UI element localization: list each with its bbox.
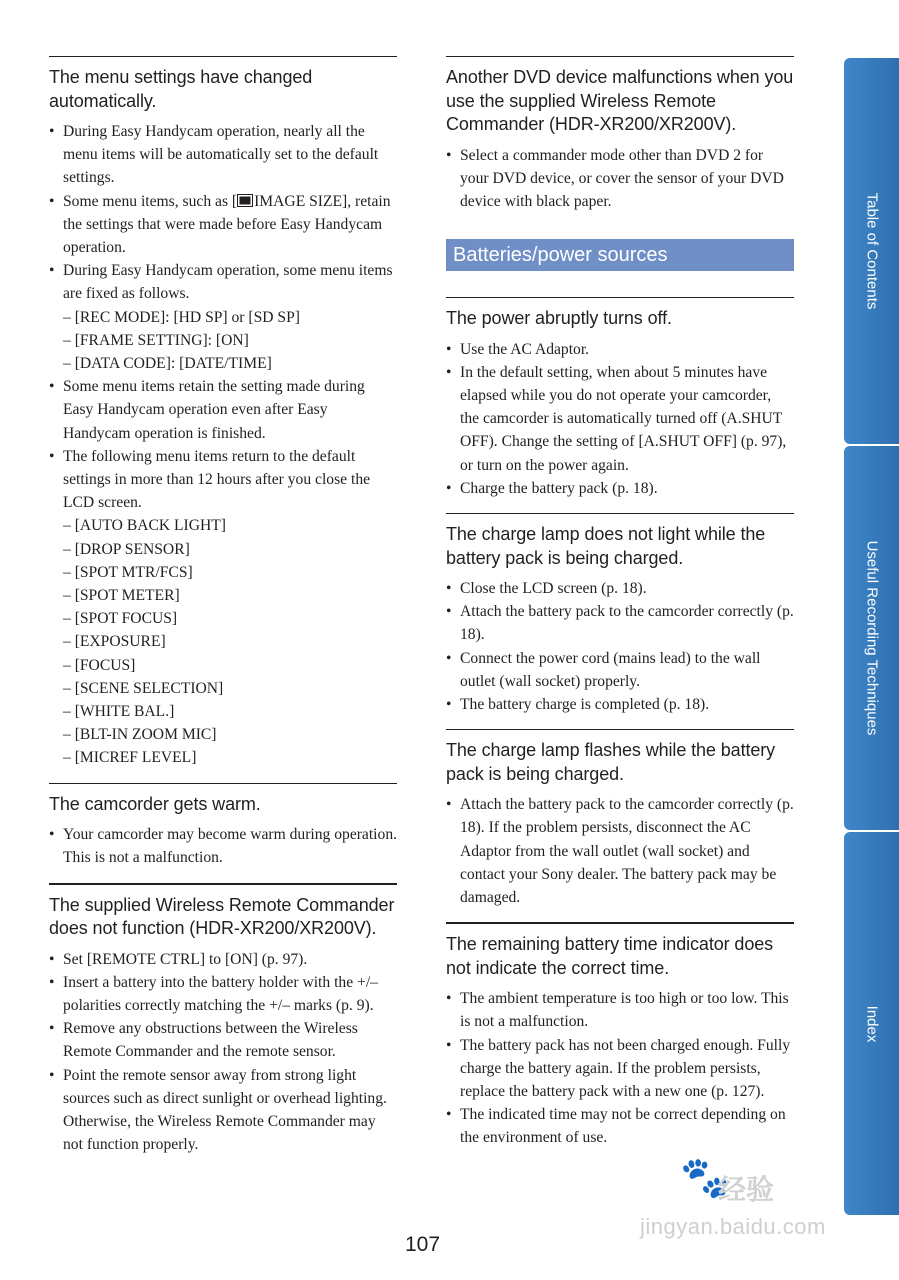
tab-useful-recording-techniques[interactable] <box>844 446 899 830</box>
list-item: • Charge the battery pack (p. 18). <box>446 477 794 500</box>
list-item: • The indicated time may not be correct depending on the environment of use. <box>446 1103 794 1149</box>
section-power-off <box>446 297 794 500</box>
section-heading: The supplied Wireless Remote Commander does not function (HDR-XR200/XR200V). <box>49 894 395 939</box>
right-column <box>446 56 794 1163</box>
list-item: • Set [REMOTE CTRL] to [ON] (p. 97). <box>49 948 397 971</box>
section-menu-settings <box>49 56 397 770</box>
item-list <box>49 823 397 869</box>
watermark <box>640 1148 840 1248</box>
watermark-brand: 经验 <box>718 1174 775 1205</box>
list-subitem: – [EXPOSURE] <box>63 633 166 651</box>
list-subitem: – [SPOT METER] <box>63 587 180 605</box>
item-text-before: Some menu items, such as [ <box>63 192 238 210</box>
list-item: • Attach the battery pack to the camcorder correctly (p. 18). <box>446 600 794 646</box>
tab-label: Table of Contents <box>863 192 880 310</box>
section-dvd-malfunction <box>446 56 794 213</box>
list-subitem: – [SPOT MTR/FCS] <box>63 563 193 581</box>
section-heading: Another DVD device malfunctions when you use the supplied Wireless Remote Commander (HDR-XR200/XR200V). <box>446 67 794 134</box>
list-item: • Insert a battery into the battery holder with the +/– polarities correctly matching the +/– marks (p. 9). <box>49 971 397 1017</box>
item-list <box>446 144 794 214</box>
section-heading: The power abruptly turns off. <box>446 308 672 329</box>
list-item: • In the default setting, when about 5 minutes have elapsed while you do not operate your camcorder, the camcorder is automatically turned off (A.SHUT OFF). Change the setting of [A.SHUT OFF] (p. 97), or turn on the power again. <box>446 361 794 477</box>
list-item: • Point the remote sensor away from strong light sources such as direct sunlight or overhead lighting. Otherwise, the Wireless Remote Commander may not function properly. <box>49 1064 397 1157</box>
list-subitem: – [FRAME SETTING]: [ON] <box>63 331 249 349</box>
item-list <box>49 948 397 1157</box>
list-subitem: – [DROP SENSOR] <box>63 540 190 558</box>
list-subitem: – [AUTO BACK LIGHT] <box>63 517 226 535</box>
list-subitem: – [DATA CODE]: [DATE/TIME] <box>63 355 272 373</box>
image-size-icon <box>237 194 253 207</box>
item-list <box>446 987 794 1149</box>
list-subitem: – [SCENE SELECTION] <box>63 679 224 697</box>
list-item: • The following menu items return to the default settings in more than 12 hours after you close the LCD screen. <box>49 445 397 515</box>
list-item: • Select a commander mode other than DVD 2 for your DVD device, or cover the sensor of your DVD device with black paper. <box>446 144 794 214</box>
list-item: • During Easy Handycam operation, some menu items are fixed as follows. <box>49 259 397 305</box>
list-item: • During Easy Handycam operation, nearly all the menu items will be automatically set to the default settings. <box>49 120 397 190</box>
item-list <box>446 338 794 500</box>
list-item: • Close the LCD screen (p. 18). <box>446 577 794 600</box>
item-text-after: IMAGE SIZE], retain the settings that were made before Easy Handycam operation. <box>63 192 391 257</box>
section-camcorder-warm <box>49 783 397 870</box>
section-heading: The menu settings have changed automatically. <box>49 67 313 111</box>
watermark-url: jingyan.baidu.com <box>640 1214 826 1239</box>
section-heading: The camcorder gets warm. <box>49 793 261 814</box>
list-subitem: – [REC MODE]: [HD SP] or [SD SP] <box>63 308 300 326</box>
list-subitem: – [BLT-IN ZOOM MIC] <box>63 726 217 744</box>
list-item: • Some menu items retain the setting made during Easy Handycam operation even after Easy Handycam operation is finished. <box>49 375 397 445</box>
tab-label: Useful Recording Techniques <box>863 540 880 736</box>
list-item: • The battery charge is completed (p. 18). <box>446 693 794 716</box>
list-item: • Attach the battery pack to the camcorder correctly (p. 18). If the problem persists, disconnect the AC Adaptor from the wall outlet (wall socket) and contact your Sony dealer. The battery pack may be damaged. <box>446 793 794 909</box>
list-item: • Use the AC Adaptor. <box>446 338 794 361</box>
section-battery-time-indicator <box>446 922 794 1149</box>
list-subitem: – [SPOT FOCUS] <box>63 610 178 628</box>
tab-table-of-contents[interactable] <box>844 58 899 444</box>
paw-logo-icon: 🐾 <box>680 1156 730 1200</box>
item-list <box>446 577 794 716</box>
section-remote-commander <box>49 883 397 1157</box>
page-number: 107 <box>404 1233 441 1256</box>
section-heading: The remaining battery time indicator does not indicate the correct time. <box>446 934 774 978</box>
category-banner: Batteries/power sources <box>446 239 794 271</box>
list-subitem: – [FOCUS] <box>63 656 136 674</box>
tab-index[interactable] <box>844 832 899 1215</box>
tab-label: Index <box>863 1005 880 1042</box>
list-item: • The ambient temperature is too high or too low. This is not a malfunction. <box>446 987 794 1033</box>
item-list <box>446 793 794 909</box>
left-column <box>49 56 397 1169</box>
list-subitem: – [MICREF LEVEL] <box>63 749 197 767</box>
list-item: • Your camcorder may become warm during operation. This is not a malfunction. <box>49 823 397 869</box>
list-item: • Remove any obstructions between the Wireless Remote Commander and the remote sensor. <box>49 1017 397 1063</box>
list-subitem: – [WHITE BAL.] <box>63 703 175 721</box>
section-charge-lamp-flashes <box>446 729 794 909</box>
section-heading: The charge lamp does not light while the battery pack is being charged. <box>446 524 766 568</box>
list-item <box>49 190 397 260</box>
item-list <box>49 120 397 770</box>
list-item: • Connect the power cord (mains lead) to the wall outlet (wall socket) properly. <box>446 647 794 693</box>
section-charge-lamp-not-light <box>446 513 794 716</box>
section-heading: The charge lamp flashes while the battery pack is being charged. <box>446 740 776 784</box>
list-item: • The battery pack has not been charged enough. Fully charge the battery again. If the problem persists, replace the battery pack with a new one (p. 127). <box>446 1034 794 1104</box>
